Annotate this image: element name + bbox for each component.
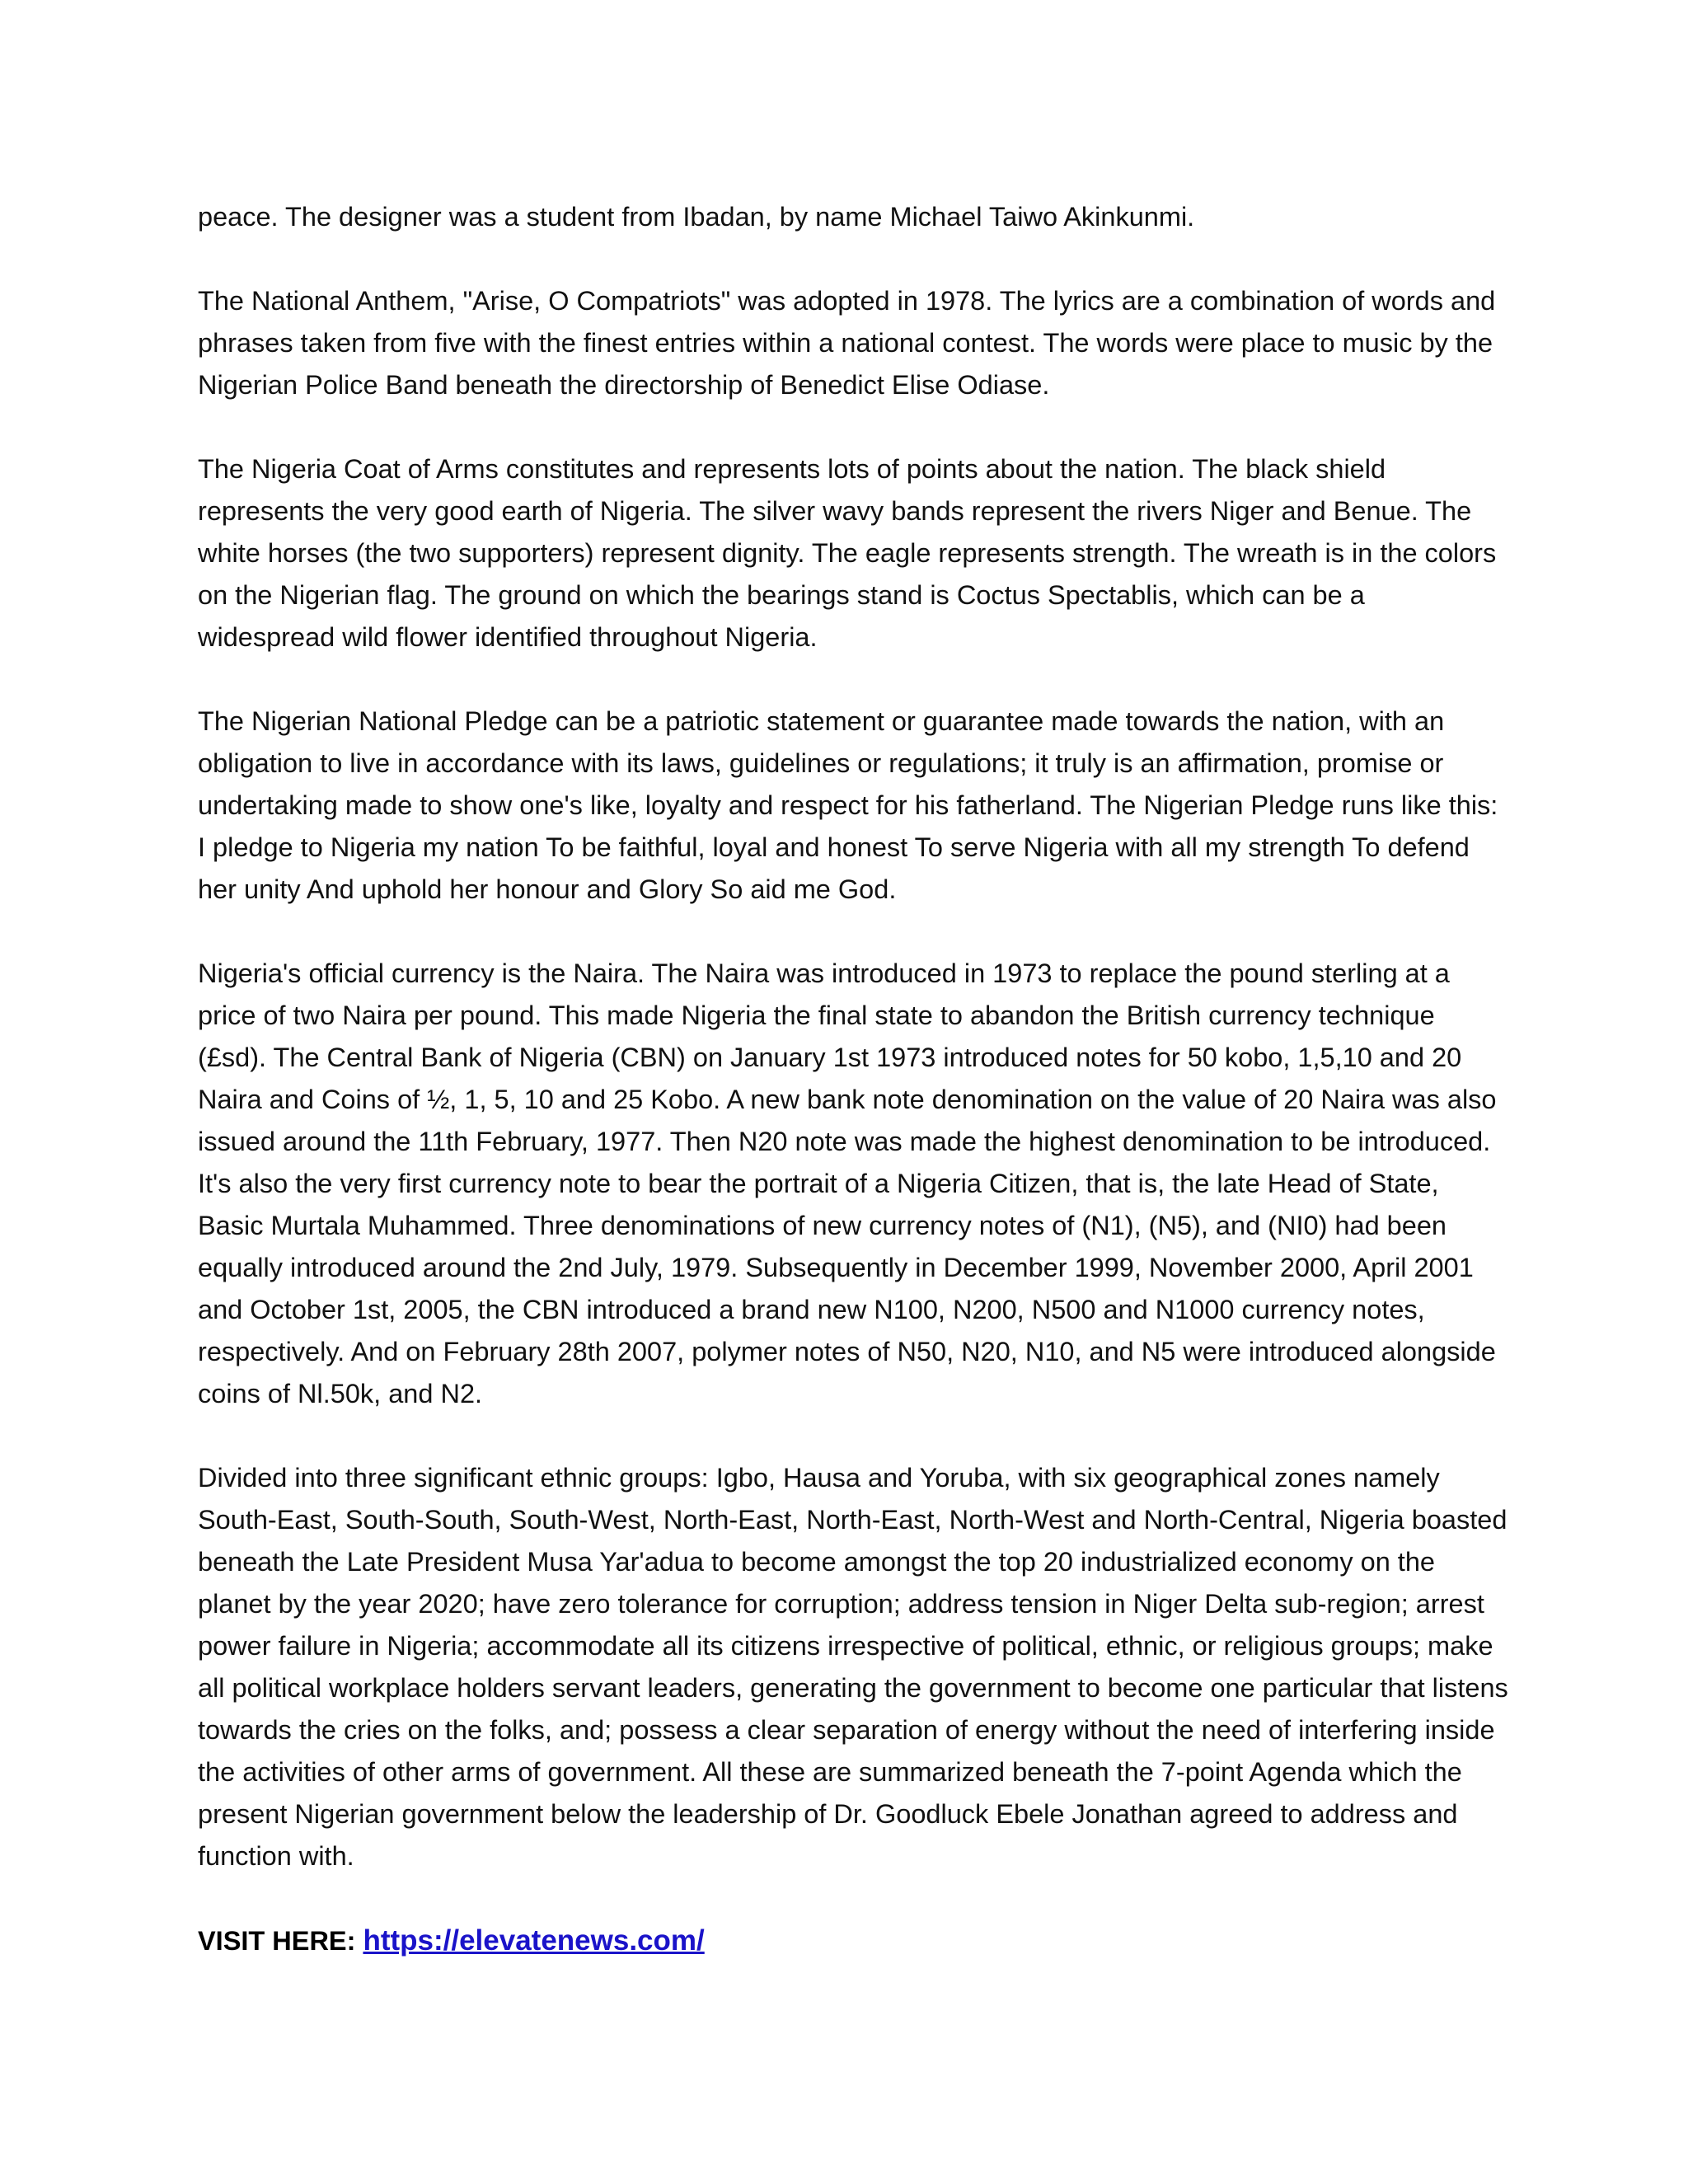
visit-link[interactable]: https://elevatenews.com/ — [363, 1924, 705, 1957]
paragraph-currency: Nigeria's official currency is the Naira. The Naira was introduced in 1973 to replace the pound sterling at a price of two Naira per pound. This made Nigeria the final state to abandon the British currency technique (£sd). The Central Bank of Nigeria (CBN) on January 1st 1973 introduced notes for 50 kobo, 1,5,10 and 20 Naira and Coins of ½, 1, 5, 10 and 25 Kobo. A new bank note denomination on the value of 20 Naira was also issued around the 11th February, 1977. Then N20 note was made the highest denomination to be introduced. It's also the very first currency note to bear the portrait of a Nigeria Citizen, that is, the late Head of State, Basic Murtala Muhammed. Three denominations of new currency notes of (N1), (N5), and (NI0) had been equally introduced around the 2nd July, 1979. Subsequently in December 1999, November 2000, April 2001 and October 1st, 2005, the CBN introduced a brand new N100, N200, N500 and N1000 currency notes, respectively. And on February 28th 2007, polymer notes of N50, N20, N10, and N5 were introduced alongside coins of Nl.50k, and N2. — [198, 958, 1497, 1408]
visit-line — [198, 1919, 1508, 1962]
paragraph-coat-of-arms: The Nigeria Coat of Arms constitutes and represents lots of points about the nation. The black shield represents the very good earth of Nigeria. The silver wavy bands represent the rivers Niger and Benue. The white horses (the two supporters) represent dignity. The eagle represents strength. The wreath is in the colors on the Nigerian flag. The ground on which the bearings stand is Coctus Spectablis, which can be a widespread wild flower identified throughout Nigeria. — [198, 454, 1497, 652]
paragraph-designer: peace. The designer was a student from Ibadan, by name Michael Taiwo Akinkunmi. — [198, 202, 1195, 232]
paragraph-national-pledge: The Nigerian National Pledge can be a patriotic statement or guarantee made towards the nation, with an obligation to live in accordance with its laws, guidelines or regulations; it truly is an affirmation, promise or undertaking made to show one's like, loyalty and respect for his fatherland. The Nigerian Pledge runs like this: I pledge to Nigeria my nation To be faithful, loyal and honest To serve Nigeria with all my strength To defend her unity And uphold her honour and Glory So aid me God. — [198, 706, 1498, 904]
document-page — [198, 196, 1508, 1962]
paragraph-national-anthem: The National Anthem, "Arise, O Compatriots" was adopted in 1978. The lyrics are a combination of words and phrases taken from five with the finest entries within a national contest. The words were place to music by the Nigerian Police Band beneath the directorship of Benedict Elise Odiase. — [198, 286, 1496, 400]
paragraph-ethnic-groups: Divided into three significant ethnic groups: Igbo, Hausa and Yoruba, with six geographical zones namely South-East, South-South, South-West, North-East, North-East, North-West and North-Central, Nigeria boasted beneath the Late President Musa Yar'adua to become amongst the top 20 industrialized economy on the planet by the year 2020; have zero tolerance for corruption; address tension in Niger Delta sub-region; arrest power failure in Nigeria; accommodate all its citizens irrespective of political, ethnic, or religious groups; make all political workplace holders servant leaders, generating the government to become one particular that listens towards the cries on the folks, and; possess a clear separation of energy without the need of interfering inside the activities of other arms of government. All these are summarized beneath the 7-point Agenda which the present Nigerian government below the leadership of Dr. Goodluck Ebele Jonathan agreed to address and function with. — [198, 1463, 1508, 1871]
visit-label: VISIT HERE: — [198, 1926, 363, 1956]
